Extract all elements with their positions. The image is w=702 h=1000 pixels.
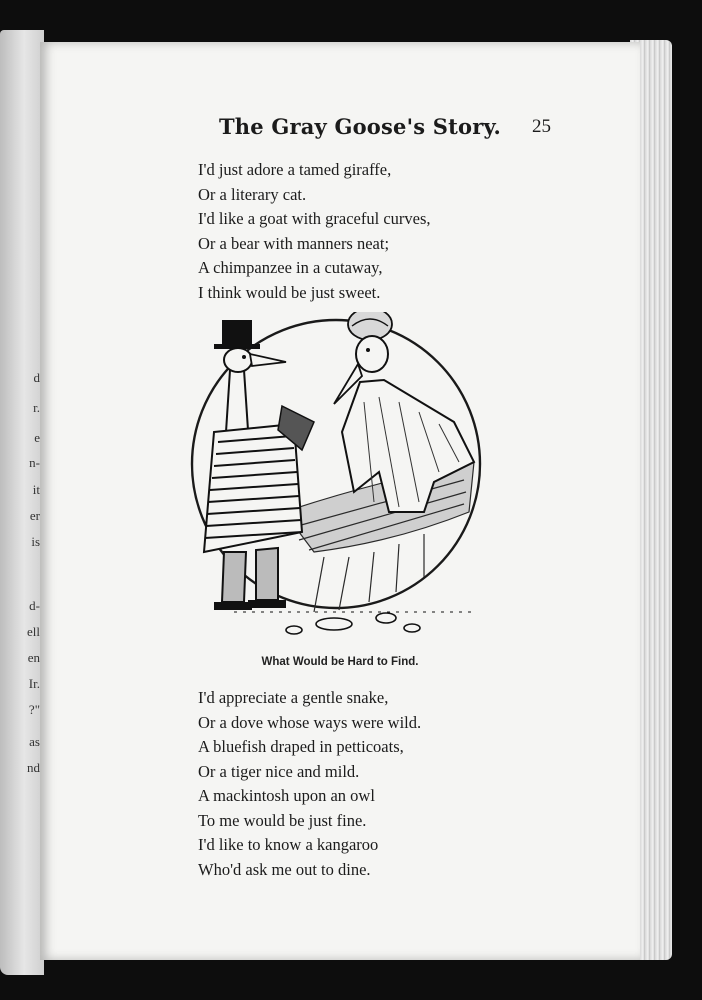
facing-page-fragment: r. <box>33 400 40 415</box>
poem-line: To me would be just fine. <box>198 810 367 830</box>
poem-line: Or a bear with manners neat; <box>198 233 390 253</box>
geese-illustration <box>174 312 494 652</box>
facing-page-fragment: ?" <box>28 702 40 717</box>
poem-stanza-2 <box>198 686 421 882</box>
poem-line: I'd just adore a tamed giraffe, <box>198 160 392 179</box>
facing-page-fragment: d <box>33 370 40 385</box>
facing-page-fragment: d- <box>29 598 40 613</box>
poem-line: I'd like a goat with graceful curves, <box>198 209 431 228</box>
poem-line: Who'd ask me out to dine. <box>198 859 371 879</box>
facing-page-fragment: ell <box>27 624 40 639</box>
poem-line: Or a dove whose ways were wild. <box>198 712 422 732</box>
poem-line: I'd like to know a kangaroo <box>198 835 379 854</box>
book-page <box>40 42 640 960</box>
poem-line: I'd appreciate a gentle snake, <box>198 688 389 707</box>
poem-line: A bluefish draped in petticoats, <box>198 737 404 756</box>
poem-line: A chimpanzee in a cutaway, <box>198 258 383 277</box>
facing-page-edge <box>0 30 44 975</box>
poem-line: Or a tiger nice and mild. <box>198 761 360 781</box>
facing-page-fragment: it <box>32 482 40 497</box>
illustration-caption: What Would be Hard to Find. <box>261 656 419 668</box>
facing-page-fragment: n- <box>29 455 40 470</box>
facing-page-fragment: er <box>29 508 40 523</box>
facing-page-fragment: e <box>34 430 40 445</box>
running-head-title: The Gray Goose's Story. <box>218 114 502 139</box>
page-number: 25 <box>532 116 551 137</box>
facing-page-fragment: Ir. <box>28 676 40 691</box>
facing-page-fragment: en <box>27 650 40 665</box>
facing-page-fragment: is <box>31 534 40 549</box>
facing-page-fragment: nd <box>27 760 40 775</box>
poem-stanza-1 <box>198 158 431 305</box>
poem-line: I think would be just sweet. <box>198 282 381 302</box>
facing-page-fragment: as <box>29 734 40 749</box>
poem-line: Or a literary cat. <box>198 184 307 204</box>
poem-line: A mackintosh upon an owl <box>198 786 375 805</box>
